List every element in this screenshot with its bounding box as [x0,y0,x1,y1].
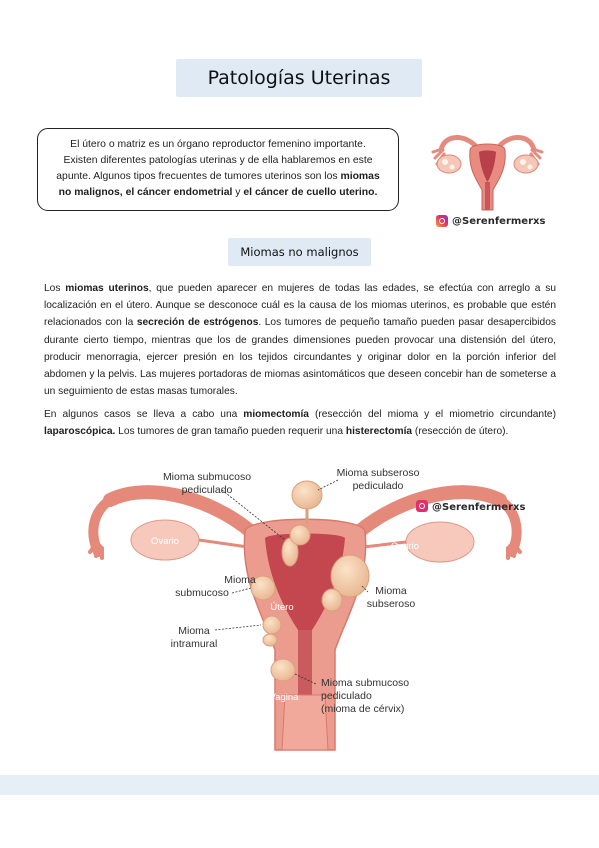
label-intramural-2: intramural [170,638,218,650]
label-submucoso-2: submucoso [175,587,229,599]
uterus-illustration-small [425,122,550,212]
label-cervix-2: pediculado [321,690,372,702]
label-subseroso-pediculado-1: Mioma subseroso [336,467,420,479]
label-subseroso-2: subseroso [366,598,416,610]
instagram-handle: @Serenfermerxs [452,215,546,227]
label-cervix-3: (mioma de cérvix) [321,703,405,715]
intro-box [37,128,399,211]
section-subtitle: Miomas no malignos [228,238,371,266]
instagram-icon [416,500,428,512]
label-submucoso-pediculado-2: pediculado [181,484,233,496]
label-subseroso-pediculado-2: pediculado [352,480,404,492]
label-submucoso-1: Mioma [224,574,256,586]
fibroid-diagram [80,460,530,760]
label-submucoso-pediculado-1: Mioma submucoso [162,471,252,483]
label-ovario-right: Ovario [391,541,419,552]
paragraph-miomas: Los miomas uterinos, que pueden aparecer en mujeres de todas las edades, se efectúa con arreglo a su localización en el útero. Aunque se desconoce cuál es la causa de los miomas uterinos, es probable que estén relacionados con la secreción de estrógenos. Los tumores de pequeño tamaño pueden pasar desapercibidos durante cierto tiempo, mientras que los de grandes dimensiones pueden provocar una distensión del útero, producir menorragia, ejercer presión en los tejidos circundantes y originar dolor en la porción inferior del abdomen y la pelvis. Las mujeres portadoras de miomas asintomáticos que deseen concebir han de someterse a un seguimiento de estas masas tumorales. [44,283,556,398]
label-subseroso-1: Mioma [375,585,407,597]
intro-line-2: Existen diferentes patologías uterinas y de ella hablaremos en este [63,155,373,166]
page-title: Patologías Uterinas [176,59,422,97]
diagram-watermark: @Serenfermerxs [432,502,526,513]
label-intramural-1: Mioma [178,625,210,637]
intro-line-1: El útero o matriz es un órgano reproductor femenino importante. [70,139,366,150]
label-cervix-1: Mioma submucoso [321,677,410,689]
label-vagina: Vagina [269,692,299,703]
footer-band [0,775,599,795]
instagram-icon [436,215,448,227]
instagram-tag [436,213,545,229]
intro-line-4: no malignos, el cáncer endometrial y el cáncer de cuello uterino. [58,187,378,198]
label-ovario-left: Ovario [151,536,179,547]
label-utero: Útero [270,602,294,613]
intro-line-3: apunte. Algunos tipos frecuentes de tumores uterinos son los miomas [56,171,380,182]
paragraph-tratamiento: En algunos casos se lleva a cabo una miomectomía (resección del mioma y el miometrio circundante) laparoscópica. Los tumores de gran tamaño pueden requerir una histerectomía (resección de útero). [44,409,556,438]
